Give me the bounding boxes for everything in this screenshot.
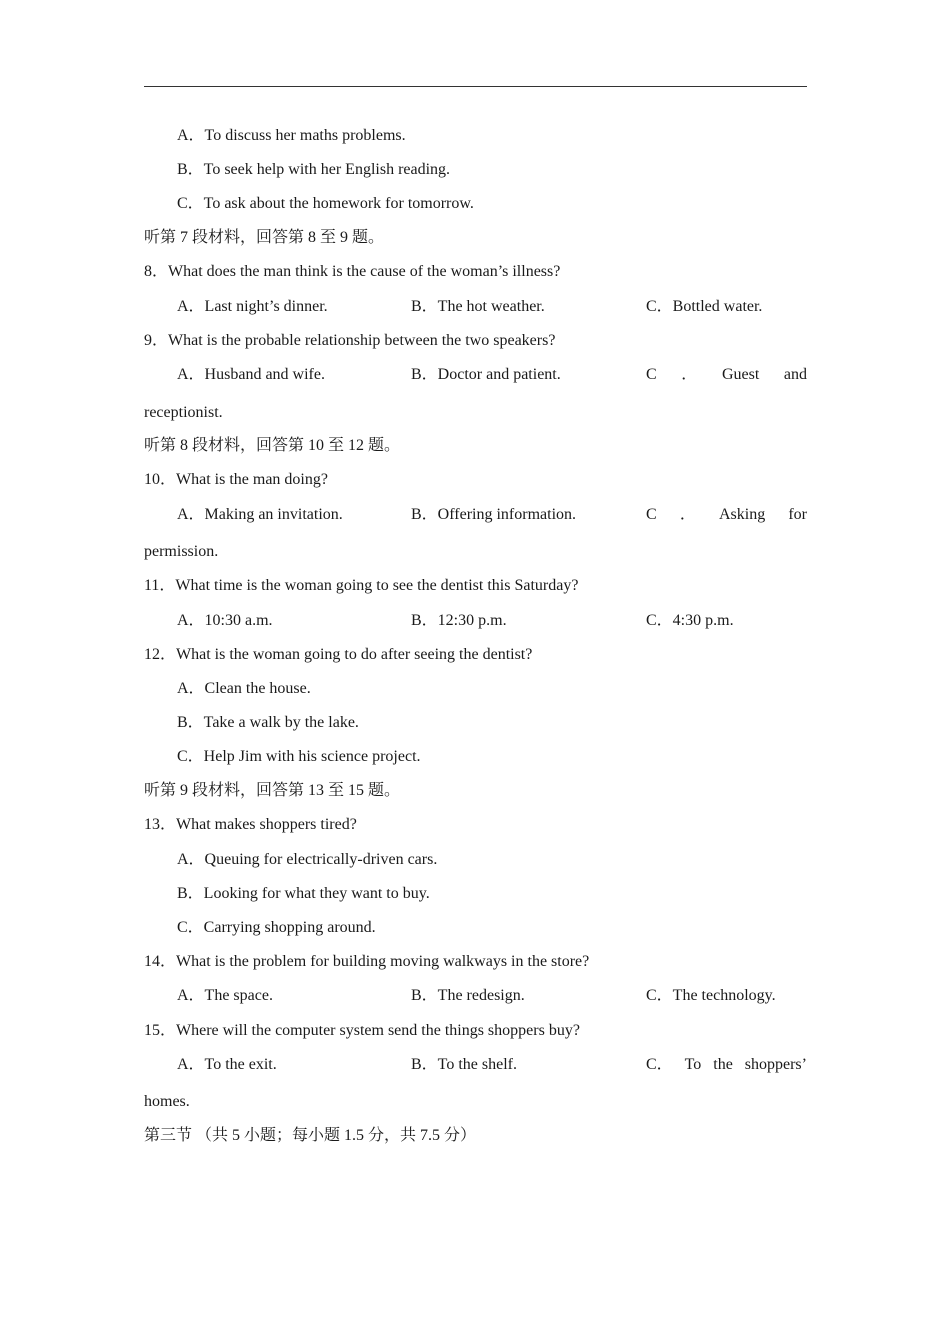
q10-option-c-part: C (646, 506, 657, 523)
q15-option-b: B．To the shelf. (411, 1056, 517, 1073)
q8-option-b: B．The hot weather. (411, 298, 545, 315)
q9-option-c (646, 365, 807, 385)
q15-option-a: A．To the exit. (177, 1056, 277, 1073)
header-rule (144, 86, 807, 87)
q13-option-b: B．Looking for what they want to buy. (177, 885, 430, 902)
q13-option-a: A．Queuing for electrically-driven cars. (177, 851, 438, 868)
q10-option-c-part: ． (679, 506, 696, 523)
q9-option-c-part: and (783, 366, 807, 383)
q11-option-a: A．10:30 a.m. (177, 612, 273, 629)
q13-stem: 13．What makes shoppers tired? (144, 816, 357, 833)
q13-option-c: C．Carrying shopping around. (177, 919, 376, 936)
q10-option-a: A．Making an invitation. (177, 506, 343, 523)
q10-option-c-part: Asking (718, 506, 766, 523)
part-3-heading: 第三节 （共 5 小题；每小题 1.5 分，共 7.5 分） (144, 1127, 477, 1144)
q12-stem: 12．What is the woman going to do after seeing the dentist? (144, 646, 533, 663)
q9-option-a: A．Husband and wife. (177, 366, 325, 383)
q9-option-c-continued: receptionist. (144, 404, 223, 421)
q11-option-b: B．12:30 p.m. (411, 612, 507, 629)
q14-option-b: B．The redesign. (411, 987, 525, 1004)
q14-option-c: C．The technology. (646, 987, 776, 1004)
q15-stem: 15．Where will the computer system send the things shoppers buy? (144, 1022, 580, 1039)
q15-option-c (646, 1055, 807, 1075)
q15-option-c-part: shoppers’ (744, 1056, 807, 1073)
q10-option-c (646, 505, 807, 525)
q15-option-c-part: the (713, 1056, 733, 1073)
q7-option-a: A．To discuss her maths problems. (177, 127, 406, 144)
q8-option-a: A．Last night’s dinner. (177, 298, 328, 315)
q14-option-a: A．The space. (177, 987, 273, 1004)
q9-stem: 9．What is the probable relationship between the two speakers? (144, 332, 556, 349)
q10-option-c-continued: permission. (144, 543, 219, 560)
q7-option-b: B．To seek help with her English reading. (177, 161, 451, 178)
q10-option-b: B．Offering information. (411, 506, 577, 523)
q15-option-c-part: To (684, 1056, 702, 1073)
q9-option-b: B．Doctor and patient. (411, 366, 561, 383)
q12-option-c: C．Help Jim with his science project. (177, 748, 421, 765)
q12-option-a: A．Clean the house. (177, 680, 311, 697)
q7-option-c: C．To ask about the homework for tomorrow. (177, 195, 474, 212)
q10-option-c-part: for (788, 506, 807, 523)
q15-option-c-continued: homes. (144, 1093, 190, 1110)
q14-stem: 14．What is the problem for building moving walkways in the store? (144, 953, 590, 970)
q9-option-c-part: ． (681, 366, 698, 383)
q15-option-c-part: C． (646, 1056, 673, 1073)
q10-stem: 10．What is the man doing? (144, 471, 328, 488)
q8-option-c: C．Bottled water. (646, 298, 763, 315)
section-8-instruction: 听第 8 段材料，回答第 10 至 12 题。 (144, 437, 401, 454)
q11-stem: 11．What time is the woman going to see the dentist this Saturday? (144, 577, 579, 594)
q11-option-c: C．4:30 p.m. (646, 612, 734, 629)
q9-option-c-part: C (646, 366, 657, 383)
q12-option-b: B．Take a walk by the lake. (177, 714, 359, 731)
q8-stem: 8．What does the man think is the cause of the woman’s illness? (144, 263, 561, 280)
section-7-instruction: 听第 7 段材料，回答第 8 至 9 题。 (144, 229, 385, 246)
section-9-instruction: 听第 9 段材料，回答第 13 至 15 题。 (144, 782, 401, 799)
q9-option-c-part: Guest (721, 366, 760, 383)
